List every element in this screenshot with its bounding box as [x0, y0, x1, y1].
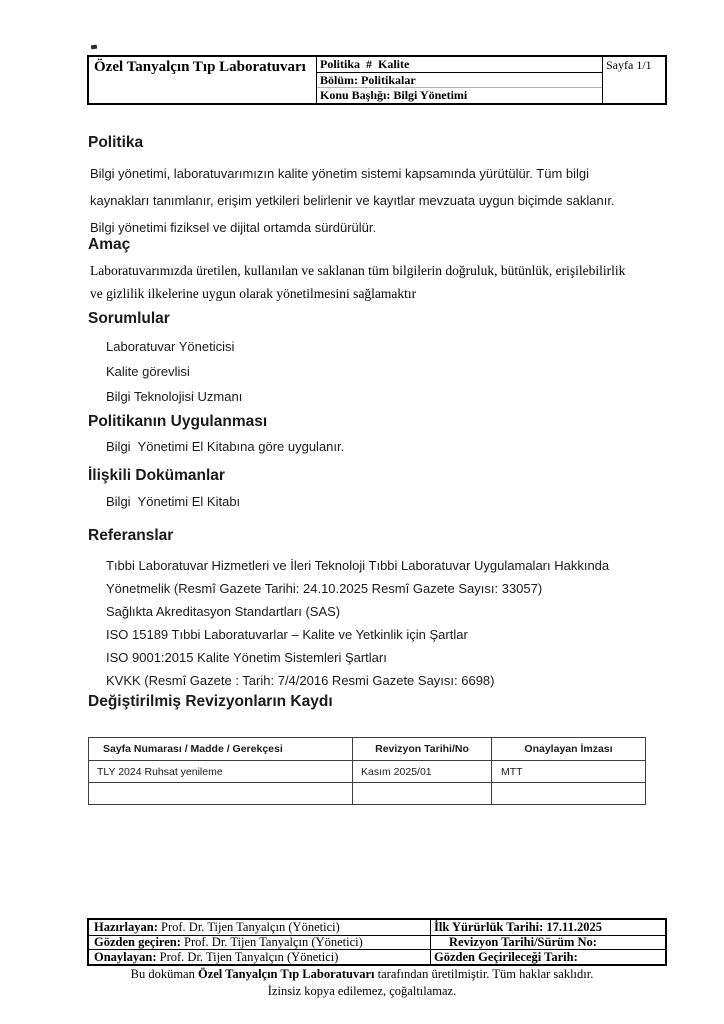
cell-value: Prof. Dr. Tijen Tanyalçın (Yönetici): [180, 935, 363, 950]
amac-paragraph: Laboratuvarımızda üretilen, kullanılan ve saklanan tüm bilgilerin doğruluk, bütünlük, erişilebilirlik ve gizlilik ilkelerine uygun olarak yönetilmesini sağlamaktır: [90, 263, 626, 301]
cell-label: Hazırlayan:: [94, 919, 158, 934]
table-cell: [353, 783, 492, 804]
table-row: [89, 782, 645, 804]
table-cell: MTT: [501, 765, 523, 778]
cell-value: Prof. Dr. Tijen Tanyalçın (Yönetici): [157, 919, 340, 934]
section-heading-politika: Politika: [88, 134, 144, 151]
table-row: [89, 949, 665, 964]
politika-paragraph: Bilgi yönetimi, laboratuvarımızın kalite yönetim sistemi kapsamında yürütülür. Tüm bilgi kaynakları tanımlanır, erişim yetkileri belirlenir ve kayıtlar mevzuata uygun biçimde saklanır. Bilgi yönetimi fiziksel ve dijital ortamda sürdürülür.: [90, 166, 615, 235]
note-org-name: Özel Tanyalçın Tıp Laboratuvarı: [197, 967, 375, 981]
prepared-by-cell: [89, 920, 431, 935]
section-heading-sorumlular: Sorumlular: [88, 310, 170, 327]
referanslar-list: [106, 554, 646, 692]
cell-value: Prof. Dr. Tijen Tanyalçın (Yönetici): [156, 949, 339, 964]
doc-subject-cell: Konu Başlığı: Bilgi Yönetimi: [320, 88, 468, 103]
section-heading-uygulanma: Politikanın Uygulanması: [88, 413, 268, 430]
doc-type-cell: Politika # Kalite: [317, 57, 602, 73]
copyright-line-2: İzinsiz kopya edilemez, çoğaltılamaz.: [267, 984, 457, 998]
list-item: Kalite görevlisi: [106, 364, 190, 379]
uygulanma-paragraph: Bilgi Yönetimi El Kitabına göre uygulanır.: [106, 439, 345, 454]
reference-item: Sağlıkta Akreditasyon Standartları (SAS): [106, 604, 341, 619]
section-heading-iliskili: İlişkili Dokümanlar: [88, 467, 225, 484]
section-heading-amac: Amaç: [88, 236, 131, 253]
table-row: [89, 935, 665, 950]
table-cell: [89, 783, 353, 804]
section-heading-referanslar: Referanslar: [88, 527, 174, 544]
reviewed-by-cell: [89, 936, 431, 950]
reference-item: KVKK (Resmî Gazete : Tarih: 7/4/2016 Resmi Gazete Sayısı: 6698): [106, 673, 495, 688]
copyright-note: [0, 966, 724, 1000]
header-middle-column: [317, 57, 603, 103]
table-cell: Kasım 2025/01: [353, 761, 492, 782]
organization-name: Özel Tanyalçın Tıp Laboratuvarı: [89, 57, 317, 103]
cell-label: Gözden geçiren:: [94, 935, 181, 950]
page-number-cell: Sayfa 1/1: [606, 58, 652, 72]
doc-section-cell: Bölüm: Politikalar: [317, 73, 602, 89]
revision-table: [88, 737, 646, 805]
note-text: tarafından üretilmiştir. Tüm haklar saklıdır.: [374, 967, 594, 981]
copyright-line-1: [0, 966, 724, 983]
table-row: [89, 920, 665, 935]
reference-item: ISO 15189 Tıbbi Laboratuvarlar – Kalite ve Yetkinlik için Şartlar: [106, 627, 468, 642]
table-cell: TLY 2024 Ruhsat yenileme: [89, 761, 353, 782]
review-due-date-cell: Gözden Geçirileceği Tarih:: [434, 949, 578, 964]
reference-item: Tıbbi Laboratuvar Hizmetleri ve İleri Teknoloji Tıbbi Laboratuvar Uygulamaları Hakkında Yönetmelik (Resmî Gazete Tarihi: 24.10.2025 Resmî Gazete Sayısı: 33057): [106, 558, 610, 596]
first-effective-date-cell: İlk Yürürlük Tarihi: 17.11.2025: [434, 919, 602, 934]
approval-table: [87, 918, 667, 966]
reference-item: ISO 9001:2015 Kalite Yönetim Sistemleri Şartları: [106, 650, 387, 665]
column-header: Onaylayan İmzası: [524, 743, 613, 755]
cell-label: Onaylayan:: [94, 949, 157, 964]
revision-table-header-row: [89, 738, 645, 760]
column-header: Revizyon Tarihi/No: [353, 738, 492, 760]
list-item: Bilgi Teknolojisi Uzmanı: [106, 389, 243, 404]
document-header-table: [87, 55, 667, 105]
table-cell: [492, 783, 645, 804]
revision-date-cell: Revizyon Tarihi/Sürüm No:: [449, 935, 597, 950]
iliskili-paragraph: Bilgi Yönetimi El Kitabı: [106, 494, 241, 509]
approved-by-cell: [89, 950, 431, 964]
note-text: Bu doküman: [130, 967, 198, 981]
scan-artifact-mark: [91, 45, 97, 50]
table-row: [89, 760, 645, 782]
column-header: Sayfa Numarası / Madde / Gerekçesi: [89, 738, 353, 760]
list-item: Laboratuvar Yöneticisi: [106, 339, 235, 354]
section-heading-revizyon: Değiştirilmiş Revizyonların Kaydı: [88, 693, 333, 710]
sorumlular-list: [106, 334, 242, 409]
